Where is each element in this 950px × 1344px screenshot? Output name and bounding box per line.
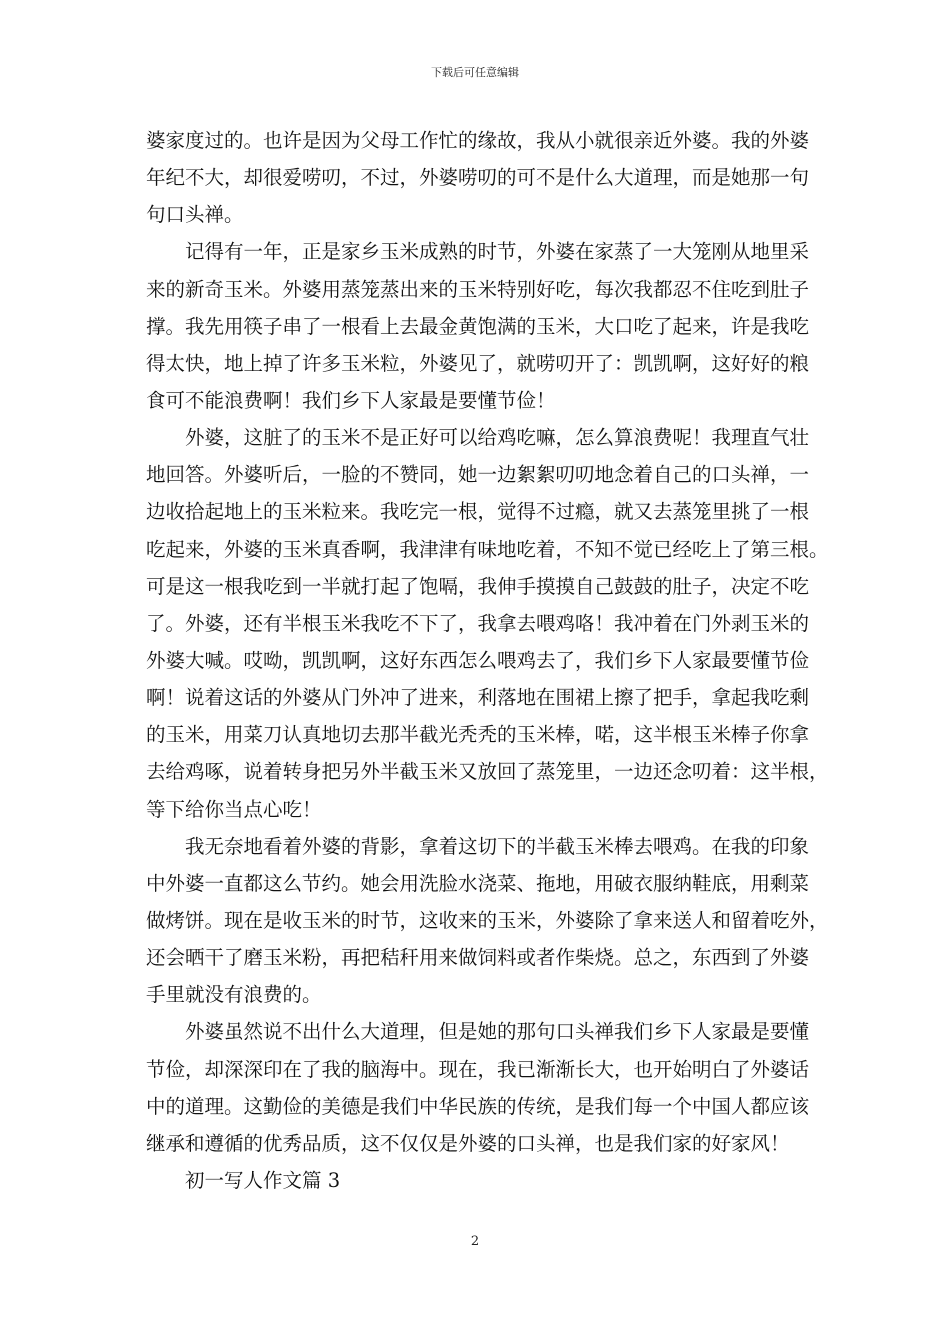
text-line: 节俭，却深深印在了我的脑海中。现在，我已渐渐长大，也开始明白了外婆话 xyxy=(146,1057,810,1081)
document-body xyxy=(146,122,829,1199)
paragraph xyxy=(146,1013,810,1162)
text-line: 外婆大喊。哎呦，凯凯啊，这好东西怎么喂鸡去了，我们乡下人家最要懂节俭 xyxy=(146,648,810,672)
text-line: 撑。我先用筷子串了一根看上去最金黄饱满的玉米，大口吃了起来，许是我吃 xyxy=(146,314,810,338)
text-line: 等下给你当点心吃！ xyxy=(146,797,322,821)
text-line: 记得有一年，正是家乡玉米成熟的时节，外婆在家蒸了一大笼刚从地里采 xyxy=(185,240,810,264)
text-line: 吃起来，外婆的玉米真香啊，我津津有味地吃着，不知不觉已经吃上了第三根。 xyxy=(146,537,829,561)
text-line: 可是这一根我吃到一半就打起了饱嗝，我伸手摸摸自己鼓鼓的肚子，决定不吃 xyxy=(146,574,810,598)
paragraph xyxy=(146,122,810,233)
text-line: 我无奈地看着外婆的背影，拿着这切下的半截玉米棒去喂鸡。在我的印象 xyxy=(185,834,810,858)
page-header: 下载后可任意编辑 xyxy=(431,66,519,79)
text-line: 啊！说着这话的外婆从门外冲了进来，利落地在围裙上擦了把手，拿起我吃剩 xyxy=(146,686,810,710)
text-line: 做烤饼。现在是收玉米的时节，这收来的玉米，外婆除了拿来送人和留着吃外， xyxy=(146,908,829,932)
text-line: 来的新奇玉米。外婆用蒸笼蒸出来的玉米特别好吃，每次我都忍不住吃到肚子 xyxy=(146,277,810,301)
page-number: 2 xyxy=(470,1234,480,1249)
text-line: 了。外婆，还有半根玉米我吃不下了，我拿去喂鸡咯！我冲着在门外剥玉米的 xyxy=(146,611,810,635)
text-line: 中的道理。这勤俭的美德是我们中华民族的传统，是我们每一个中国人都应该 xyxy=(146,1094,810,1118)
text-line: 继承和遵循的优秀品质，这不仅仅是外婆的口头禅，也是我们家的好家风！ xyxy=(146,1131,790,1155)
text-line: 得太快，地上掉了许多玉米粒，外婆见了，就唠叨开了：凯凯啊，这好好的粮 xyxy=(146,351,810,375)
text-line: 去给鸡啄，说着转身把另外半截玉米又放回了蒸笼里，一边还念叨着：这半根， xyxy=(146,760,829,784)
text-line: 外婆虽然说不出什么大道理，但是她的那句口头禅我们乡下人家最是要懂 xyxy=(185,1020,810,1044)
paragraph xyxy=(146,828,829,1014)
text-line: 年纪不大，却很爱唠叨，不过，外婆唠叨的可不是什么大道理，而是她那一句 xyxy=(146,166,810,190)
text-line: 中外婆一直都这么节约。她会用洗脸水浇菜、拖地，用破衣服纳鞋底，用剩菜 xyxy=(146,871,810,895)
text-line: 的玉米，用菜刀认真地切去那半截光秃秃的玉米棒，喏，这半根玉米棒子你拿 xyxy=(146,723,810,747)
text-line: 外婆，这脏了的玉米不是正好可以给鸡吃嘛，怎么算浪费呢！我理直气壮 xyxy=(185,426,810,450)
text-line: 食可不能浪费啊！我们乡下人家最是要懂节俭！ xyxy=(146,388,556,412)
paragraph xyxy=(146,233,810,419)
text-line: 手里就没有浪费的。 xyxy=(146,983,322,1007)
paragraph xyxy=(146,1162,806,1199)
text-line: 边收拾起地上的玉米粒来。我吃完一根，觉得不过瘾，就又去蒸笼里挑了一根 xyxy=(146,500,810,524)
text-line: 句口头禅。 xyxy=(146,203,244,227)
text-line: 初一写人作文篇 3 xyxy=(185,1168,341,1192)
paragraph xyxy=(146,419,829,828)
text-line: 还会晒干了磨玉米粉，再把秸秆用来做饲料或者作柴烧。总之，东西到了外婆 xyxy=(146,946,810,970)
text-line: 婆家度过的。也许是因为父母工作忙的缘故，我从小就很亲近外婆。我的外婆 xyxy=(146,129,810,152)
text-line: 地回答。外婆听后，一脸的不赞同，她一边絮絮叨叨地念着自己的口头禅，一 xyxy=(146,463,810,487)
